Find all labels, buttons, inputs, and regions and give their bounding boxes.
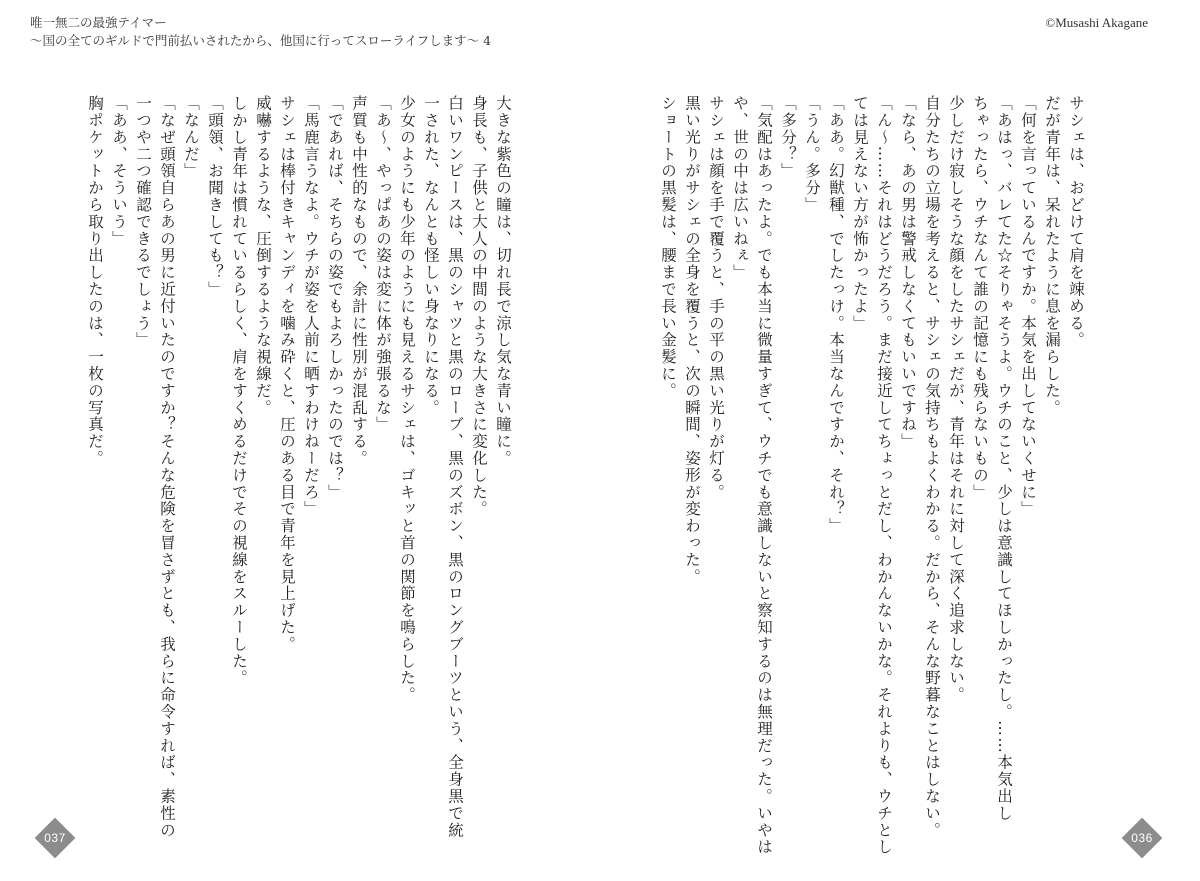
text-column: 黒い光りがサシェの全身を覆うと、次の瞬間、姿形が変わった。 bbox=[683, 95, 701, 586]
text-column: しかし青年は慣れているらしく、肩をすくめるだけでその視線をスルーした。 bbox=[230, 95, 248, 687]
text-column: 身長も、子供と大人の中間のような大きさに変化した。 bbox=[470, 95, 488, 518]
text-column: サシェは顔を手で覆うと、手の平の黒い光りが灯る。 bbox=[707, 95, 725, 501]
page-number-badge-left bbox=[35, 818, 75, 858]
text-column: 「あ〜、やっぱあの姿は変に体が強張るな」 bbox=[374, 95, 392, 433]
text-column: ちゃったら、ウチなんて誰の記憶にも残らないもの」 bbox=[971, 95, 989, 501]
text-column: 「ああ、そういう」 bbox=[110, 95, 128, 248]
text-column: 「ああ。幻獣種、でしたっけ。本当なんですか、それ？」 bbox=[827, 95, 845, 535]
text-column: 一つや二つ確認できるでしょう」 bbox=[134, 95, 152, 349]
text-column: だが青年は、呆れたように息を漏らした。 bbox=[1043, 95, 1061, 417]
page-number-left: 037 bbox=[44, 831, 66, 845]
text-column: 「何を言っているんですか。本気を出してないくせに」 bbox=[1019, 95, 1037, 518]
text-column: 「であれば、そちらの姿でもよろしかったのでは？」 bbox=[326, 95, 344, 501]
text-column: 「多分？」 bbox=[779, 95, 797, 180]
text-column: 「あはっ、バレてた☆そりゃそうよ。ウチのこと、少しは意識してほしかったし。……本気出し bbox=[995, 95, 1013, 822]
text-column: 「なぜ頭領自らあの男に近付いたのですか？そんな危険を冒さずとも、我らに命令すれば、素性の bbox=[158, 95, 176, 839]
text-column: サシェは、おどけて肩を竦める。 bbox=[1067, 95, 1085, 349]
text-column: 「頭領、お聞きしても？」 bbox=[206, 95, 224, 298]
text-column: 自分たちの立場を考えると、サシェの気持ちもよくわかる。だから、そんな野暮なことはしない。 bbox=[923, 95, 941, 839]
text-column: 声質も中性的なもので、余計に性別が混乱する。 bbox=[350, 95, 368, 467]
text-column: 「馬鹿言うなよ。ウチが姿を人前に晒すわけねーだろ」 bbox=[302, 95, 320, 518]
text-column: 少女のようにも少年のようにも見えるサシェは、ゴキッと首の関節を鳴らした。 bbox=[398, 95, 416, 704]
text-column: 「ん〜……それはどうだろう。まだ接近してちょっとだし、わかんないかな。それよりも、ウチとし bbox=[875, 95, 893, 856]
text-column: 「なら、あの男は警戒しなくてもいいですね」 bbox=[899, 95, 917, 450]
text-column: 白いワンピースは、黒のシャツと黒のローブ、黒のズボン、黒のロングブーツという、全身黒で統 bbox=[446, 95, 464, 839]
text-column: 「うん。多分」 bbox=[803, 95, 821, 214]
book-subtitle: 〜国の全てのギルドで門前払いされたから、他国に行ってスローライフします〜 4 bbox=[30, 33, 492, 48]
text-column: や、世の中は広いねぇ」 bbox=[731, 95, 749, 281]
text-column: 一された、なんとも怪しい身なりになる。 bbox=[422, 95, 440, 417]
running-header bbox=[30, 14, 491, 50]
text-column: 胸ポケットから取り出したのは、一枚の写真だ。 bbox=[86, 95, 104, 467]
text-column: 少しだけ寂しそうな顔をしたサシェだが、青年はそれに対して深く追求しない。 bbox=[947, 95, 965, 704]
text-column: ショートの黒髪は、腰まで長い金髪に。 bbox=[659, 95, 677, 400]
text-column: 「気配はあったよ。でも本当に微量すぎて、ウチでも意識しないと察知するのは無理だった。いやは bbox=[755, 95, 773, 856]
copyright-notice: ©Musashi Akagane bbox=[1045, 15, 1148, 30]
text-column: 威嚇するような、圧倒するような視線だ。 bbox=[254, 95, 272, 417]
text-column: サシェは棒付きキャンディを噛み砕くと、圧のある目で青年を見上げた。 bbox=[278, 95, 296, 653]
book-title: 唯一無二の最強テイマー bbox=[30, 15, 167, 30]
text-column: 大きな紫色の瞳は、切れ長で涼し気な青い瞳に。 bbox=[494, 95, 512, 467]
text-column: 「なんだ」 bbox=[182, 95, 200, 180]
text-column: ては見えない方が怖かったよ」 bbox=[851, 95, 869, 332]
page-number-badge-right bbox=[1122, 818, 1162, 858]
page-right-text bbox=[618, 95, 1088, 856]
page-number-right: 036 bbox=[1131, 831, 1153, 845]
